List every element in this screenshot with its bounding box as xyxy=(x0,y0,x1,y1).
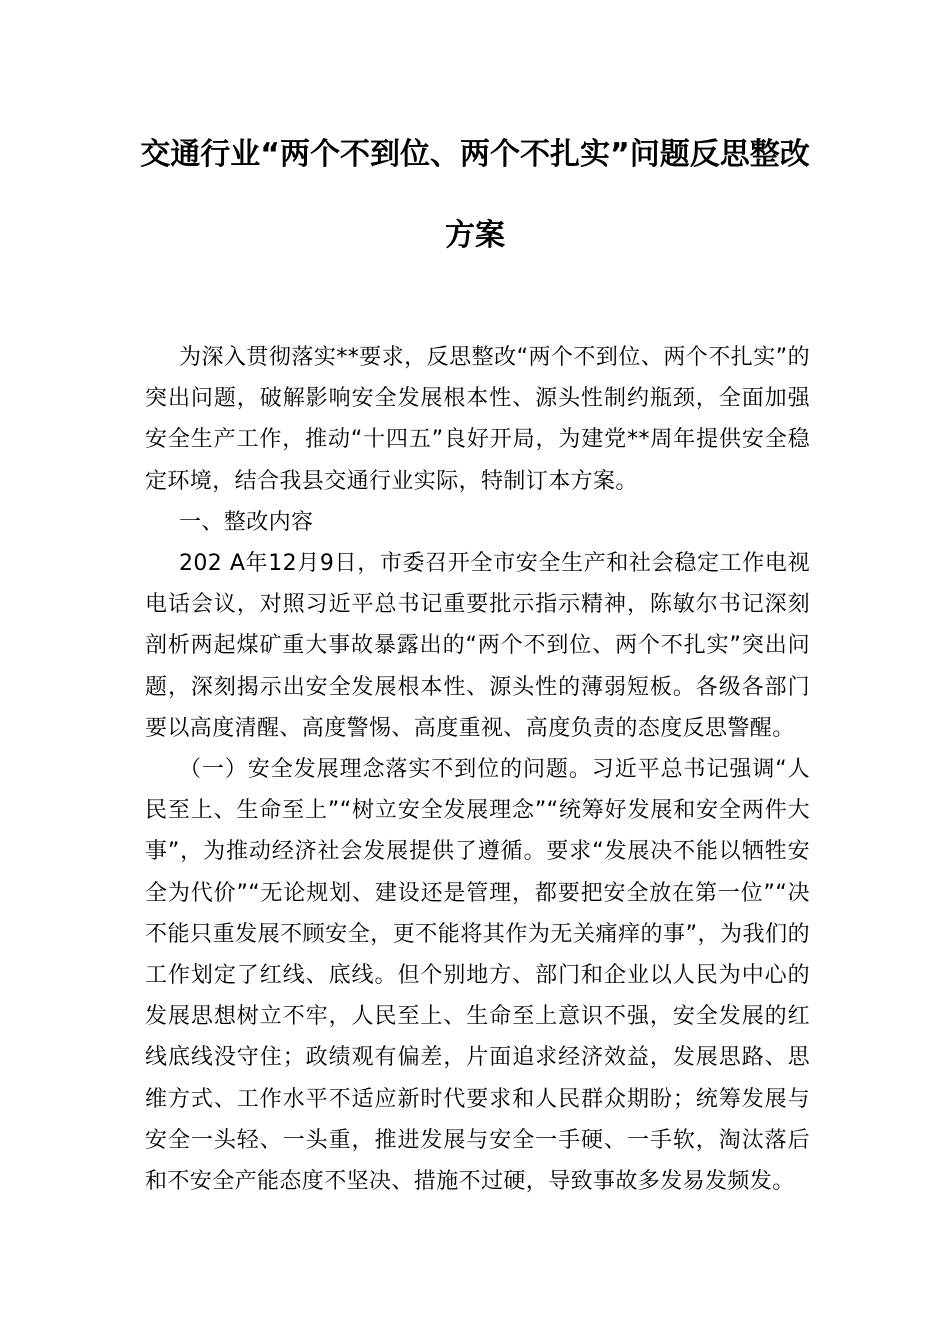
body-paragraph: （一）安全发展理念落实不到位的问题。习近平总书记强调“人民至上、生命至上”“树立安全发展理念”“统筹好发展和安全两件大事”，为推动经济社会发展提供了遵循。要求“发展决不能以牺牲安全为代价”“无论规划、建设还是管理，都要把安全放在第一位”“决不能只重发展不顾安全，更不能将其作为无关痛痒的事”，为我们的工作划定了红线、底线。但个别地方、部门和企业以人民为中心的发展思想树立不牢，人民至上、生命至上意识不强，安全发展的红线底线没守住；政绩观有偏差，片面追求经济效益，发展思路、思维方式、工作水平不适应新时代要求和人民群众期盼；统筹发展与安全一头轻、一头重，推进发展与安全一手硬、一手软，淘汰落后和不安全产能态度不坚决、措施不过硬，导致事故多发易发频发。 xyxy=(145,757,810,1195)
document-title-line-2: 方案 xyxy=(445,218,505,253)
document-body xyxy=(145,337,810,1202)
body-paragraph: 202 A年12月9日，市委召开全市安全生产和社会稳定工作电视电话会议，对照习近平总书记重要批示指示精神，陈敏尔书记深刻剖析两起煤矿重大事故暴露出的“两个不到位、两个不扎实”突出问题，深刻揭示出安全发展根本性、源头性的薄弱短板。各级各部门要以高度清醒、高度警惕、高度重视、高度负责的态度反思警醒。 xyxy=(145,551,810,741)
section-heading: 一、整改内容 xyxy=(179,509,314,535)
intro-paragraph: 为深入贯彻落实**要求，反思整改“两个不到位、两个不扎实”的突出问题，破解影响安全发展根本性、源头性制约瓶颈，全面加强安全生产工作，推动“十四五”良好开局，为建党**周年提供安全稳定环境，结合我县交通行业实际，特制订本方案。 xyxy=(145,345,810,494)
document-title-line-1: 交通行业“两个不到位、两个不扎实”问题反思整改 xyxy=(140,137,810,172)
